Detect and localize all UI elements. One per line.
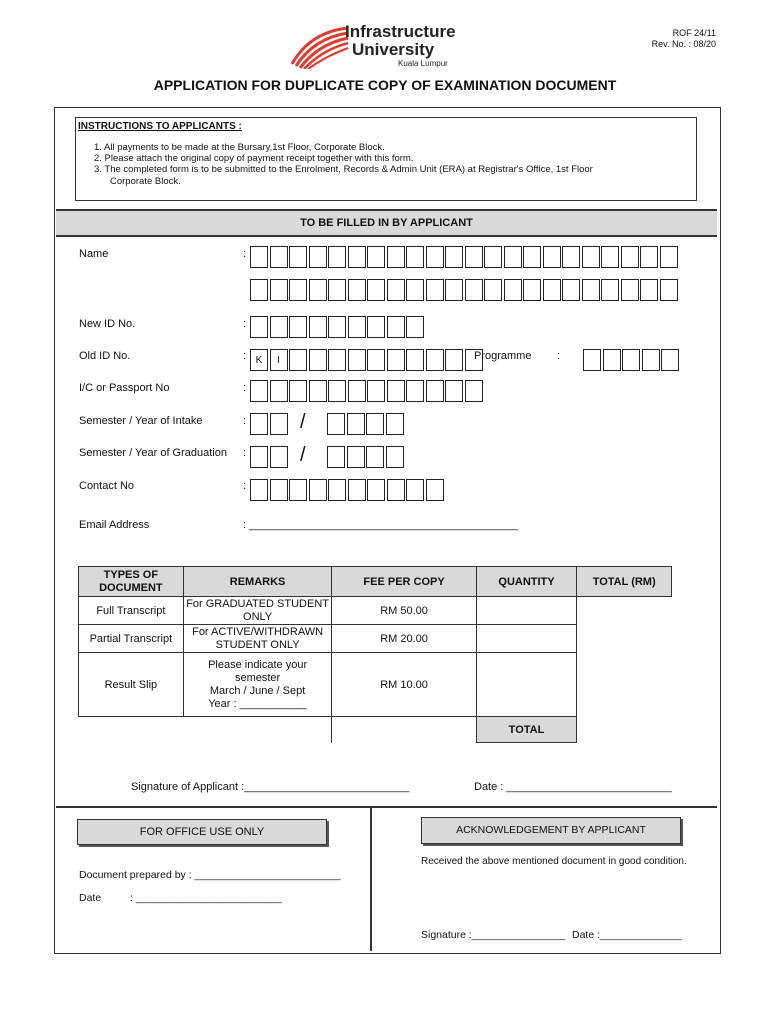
intake-semester-boxes[interactable] xyxy=(250,413,289,435)
remarks xyxy=(183,653,332,717)
office-date-label: Date xyxy=(79,892,102,904)
remarks-line: semester xyxy=(234,671,281,684)
intake-colon: : xyxy=(243,415,247,427)
prepared-by-line[interactable]: Document prepared by : _________________________ xyxy=(79,869,341,881)
revision-number: Rev. No. : 08/20 xyxy=(651,39,716,49)
doc-type: Full Transcript xyxy=(79,597,184,625)
applicant-signature-line[interactable]: Signature of Applicant :___________________________ xyxy=(131,781,410,793)
intake-year-boxes[interactable] xyxy=(327,413,405,435)
acknowledgement-title: ACKNOWLEDGEMENT BY APPLICANT xyxy=(456,824,646,836)
header-types-of-document: TYPES OF DOCUMENT xyxy=(79,567,184,597)
grand-total-cell[interactable] xyxy=(577,717,672,743)
header-quantity: QUANTITY xyxy=(476,567,577,597)
logo-line3: Kuala Lumpur xyxy=(398,59,448,68)
remarks-line: Please indicate your xyxy=(208,658,308,671)
new-id-colon: : xyxy=(243,318,247,330)
form-reference xyxy=(652,28,716,50)
acknowledgement-statement: Received the above mentioned document in good condition. xyxy=(421,856,687,867)
total-cell[interactable] xyxy=(577,653,672,717)
programme-colon: : xyxy=(557,350,561,362)
header-remarks: REMARKS xyxy=(183,567,332,597)
old-id-boxes[interactable] xyxy=(250,349,484,371)
contact-label: Contact No xyxy=(79,480,135,492)
ack-date-line[interactable]: Date :______________ xyxy=(572,929,682,941)
email-field[interactable]: : ____________________________________________ xyxy=(243,519,519,531)
name-colon: : xyxy=(243,248,247,260)
programme-boxes[interactable] xyxy=(583,349,681,371)
table-row xyxy=(79,597,672,625)
old-id-prefix-i: I xyxy=(270,349,288,371)
vertical-divider xyxy=(370,808,372,951)
total-label: TOTAL xyxy=(476,717,577,743)
remarks-line: Year : ___________ xyxy=(208,697,307,710)
intake-label: Semester / Year of Intake xyxy=(79,415,203,427)
total-cell[interactable] xyxy=(577,625,672,653)
instructions-box xyxy=(75,117,697,201)
graduation-semester-boxes[interactable] xyxy=(250,446,289,468)
instruction-item: Corporate Block. xyxy=(110,176,181,187)
doc-type: Partial Transcript xyxy=(79,625,184,653)
name-boxes-row2[interactable] xyxy=(250,279,679,301)
ic-passport-boxes[interactable] xyxy=(250,380,484,402)
office-use-title: FOR OFFICE USE ONLY xyxy=(139,826,265,838)
fee: RM 20.00 xyxy=(332,625,476,653)
old-id-prefix-k: K xyxy=(250,349,268,371)
logo-line2: University xyxy=(352,40,435,59)
table-row xyxy=(79,653,672,717)
graduation-year-boxes[interactable] xyxy=(327,446,405,468)
new-id-boxes[interactable] xyxy=(250,316,426,338)
applicant-section-title: TO BE FILLED IN BY APPLICANT xyxy=(300,217,473,229)
programme-label: Programme xyxy=(474,350,532,362)
instruction-item: 3. The completed form is to be submitted to the Enrolment, Records & Admin Unit (ERA) at Registrar's Office, 1st Floor xyxy=(94,164,593,175)
instruction-item: 1. All payments to be made at the Bursary,1st Floor, Corporate Block. xyxy=(94,142,385,153)
remarks: For GRADUATED STUDENT ONLY xyxy=(183,597,332,625)
total-cell[interactable] xyxy=(577,597,672,625)
instructions-heading: INSTRUCTIONS TO APPLICANTS : xyxy=(78,121,242,132)
contact-boxes[interactable] xyxy=(250,479,445,501)
university-logo xyxy=(290,22,465,70)
bottom-divider xyxy=(56,806,717,808)
old-id-colon: : xyxy=(243,350,247,362)
remarks-line: March / June / Sept xyxy=(209,684,306,697)
email-label: Email Address xyxy=(79,519,150,531)
name-label: Name xyxy=(79,248,109,260)
table-row xyxy=(79,625,672,653)
name-boxes-row1[interactable] xyxy=(250,246,679,268)
form-code: ROF 24/11 xyxy=(672,28,716,38)
logo-swoosh-icon xyxy=(290,24,350,69)
header-total-rm: TOTAL (RM) xyxy=(577,567,672,597)
fee: RM 10.00 xyxy=(332,653,476,717)
remarks: For ACTIVE/WITHDRAWN STUDENT ONLY xyxy=(183,625,332,653)
graduation-label: Semester / Year of Graduation xyxy=(79,447,227,459)
graduation-slash: / xyxy=(300,444,306,466)
logo-line1: Infrastructure xyxy=(345,22,456,41)
applicant-section-header xyxy=(56,209,717,237)
doc-type: Result Slip xyxy=(79,653,184,717)
ic-passport-label: I/C or Passport No xyxy=(79,382,170,394)
acknowledgement-header xyxy=(421,817,681,844)
old-id-label: Old ID No. xyxy=(79,350,131,362)
quantity-cell[interactable] xyxy=(476,597,577,625)
contact-colon: : xyxy=(243,480,247,492)
quantity-cell[interactable] xyxy=(476,625,577,653)
fee: RM 50.00 xyxy=(332,597,476,625)
instruction-item: 2. Please attach the original copy of payment receipt together with this form. xyxy=(94,153,414,164)
office-use-header xyxy=(77,819,327,845)
office-date-line[interactable]: : _________________________ xyxy=(130,892,282,904)
intake-slash: / xyxy=(300,411,306,433)
graduation-colon: : xyxy=(243,447,247,459)
page-title: APPLICATION FOR DUPLICATE COPY OF EXAMINATION DOCUMENT xyxy=(153,77,617,93)
header-fee-per-copy: FEE PER COPY xyxy=(332,567,476,597)
quantity-cell[interactable] xyxy=(476,653,577,717)
fees-table xyxy=(78,566,672,743)
new-id-label: New ID No. xyxy=(79,318,136,330)
ack-signature-line[interactable]: Signature :________________ xyxy=(421,929,566,941)
applicant-date-line[interactable]: Date : ___________________________ xyxy=(474,781,672,793)
ic-colon: : xyxy=(243,382,247,394)
